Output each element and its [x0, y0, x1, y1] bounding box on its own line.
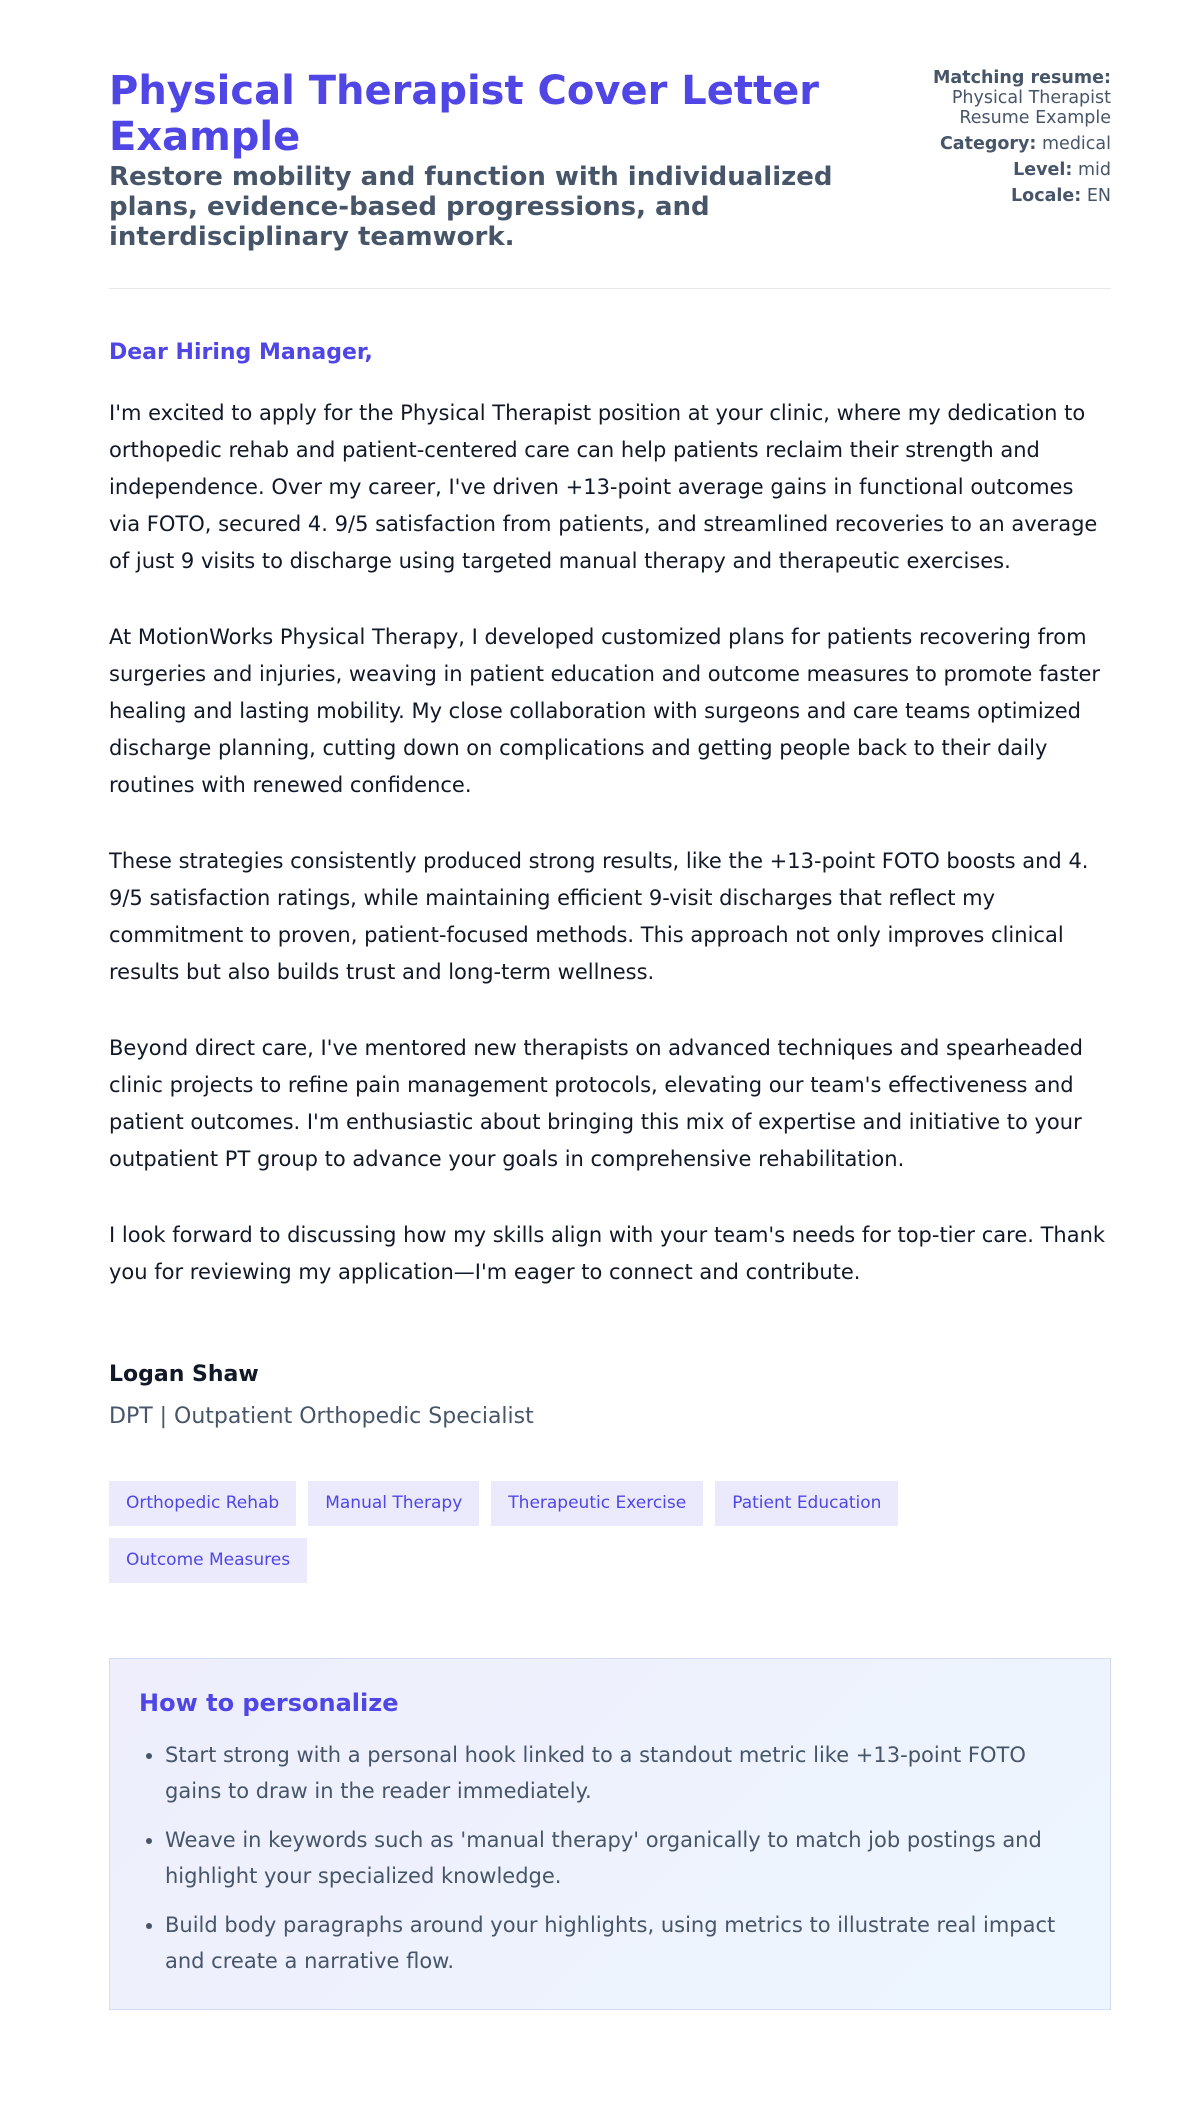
- signature-name: Logan Shaw: [109, 1362, 259, 1387]
- letter-paragraph: I'm excited to apply for the Physical Therapist position at your clinic, where my dedication to orthopedic rehab and patient-centered care can help patients reclaim their strength and independence. Over my career, I've driven +13-point average gains in functional outcomes via FOTO, secured 4. 9/5 satisfaction from patients, and streamlined recoveries to an average of just 9 visits to discharge using targeted manual therapy and therapeutic exercises.: [109, 401, 1098, 573]
- skill-tag: Orthopedic Rehab: [109, 1481, 296, 1526]
- meta-value: EN: [1086, 186, 1111, 206]
- meta-category: [881, 134, 1111, 154]
- matching-resume-link[interactable]: Physical Therapist Resume Example: [951, 88, 1111, 128]
- page-subtitle: Restore mobility and function with individualized plans, evidence-based progressions, and interdisciplinary teamwork.: [109, 162, 833, 252]
- meta-matching-resume: [881, 68, 1111, 128]
- tip-item: • Build body paragraphs around your highlights, using metrics to illustrate real impact and create a narrative flow.: [165, 1907, 1080, 1979]
- meta-locale: [881, 186, 1111, 206]
- meta-label: Locale:: [1011, 186, 1082, 206]
- tip-item: • Weave in keywords such as 'manual therapy' organically to match job postings and highlight your specialized knowledge.: [165, 1822, 1080, 1894]
- letter-paragraph: These strategies consistently produced strong results, like the +13-point FOTO boosts and 4. 9/5 satisfaction ratings, while maintaining efficient 9-visit discharges that reflect my commitment to proven, patient-focused methods. This approach not only improves clinical results but also builds trust and long-term wellness.: [109, 849, 1089, 984]
- signature-title: DPT | Outpatient Orthopedic Specialist: [109, 1404, 534, 1429]
- page-header: [109, 68, 1111, 252]
- letter-body: [109, 395, 1111, 1291]
- personalize-tips-box: [109, 1658, 1111, 2010]
- letter-paragraph: Beyond direct care, I've mentored new therapists on advanced techniques and spearheaded clinic projects to refine pain management protocols, elevating our team's effectiveness and patient outcomes. I'm enthusiastic about bringing this mix of expertise and initiative to your outpatient PT group to advance your goals in comprehensive rehabilitation.: [109, 1036, 1083, 1171]
- tip-item: • Start strong with a personal hook linked to a standout metric like +13-point FOTO gains to draw in the reader immediately.: [165, 1737, 1080, 1809]
- meta-label: Category:: [939, 134, 1037, 154]
- skill-tag: Therapeutic Exercise: [491, 1481, 703, 1526]
- skill-tag: Outcome Measures: [109, 1538, 307, 1583]
- meta-label: Matching resume:: [933, 68, 1111, 88]
- meta-panel: [881, 68, 1111, 212]
- letter-paragraph: At MotionWorks Physical Therapy, I developed customized plans for patients recovering from surgeries and injuries, weaving in patient education and outcome measures to promote faster healing and lasting mobility. My close collaboration with surgeons and care teams optimized discharge planning, cutting down on complications and getting people back to their daily routines with renewed confidence.: [109, 625, 1101, 797]
- meta-value: medical: [1042, 134, 1111, 154]
- skill-tags: [109, 1481, 969, 1583]
- meta-label: Level:: [1013, 160, 1073, 180]
- skill-tag: Manual Therapy: [308, 1481, 479, 1526]
- divider: [109, 288, 1111, 289]
- meta-level: [881, 160, 1111, 180]
- meta-value: mid: [1077, 160, 1111, 180]
- letter-paragraph: I look forward to discussing how my skills align with your team's needs for top-tier care. Thank you for reviewing my application—I'm eager to connect and contribute.: [109, 1223, 1106, 1284]
- page-title: Physical Therapist Cover Letter Example: [109, 68, 819, 160]
- tips-heading: How to personalize: [139, 1689, 399, 1717]
- greeting: Dear Hiring Manager,: [109, 340, 373, 365]
- cover-letter-page: [109, 0, 1111, 2010]
- skill-tag: Patient Education: [715, 1481, 898, 1526]
- tips-list: [139, 1737, 1080, 1979]
- title-block: [109, 68, 849, 252]
